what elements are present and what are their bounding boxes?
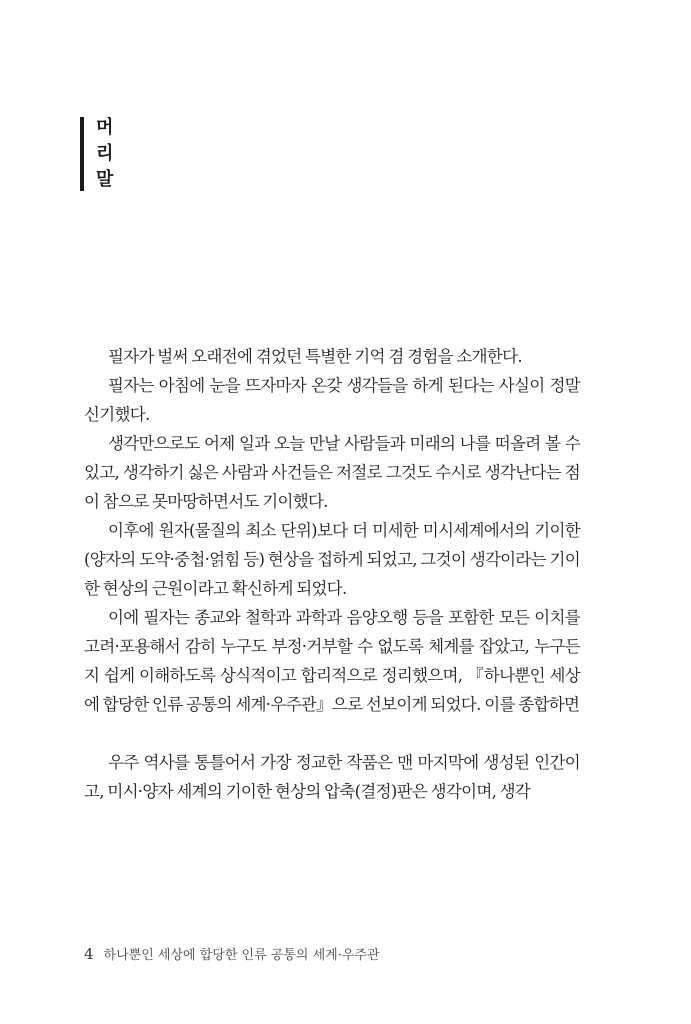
running-title: 하나뿐인 세상에 합당한 인류 공통의 세계·우주관 xyxy=(103,948,380,963)
chapter-heading-char: 머 xyxy=(96,117,114,138)
paragraph: 필자는 아침에 눈을 뜨자마자 온갖 생각들을 하게 된다는 사실이 정말 신기했다. xyxy=(84,376,580,424)
page-number: 4 xyxy=(84,945,94,963)
chapter-heading-char: 말 xyxy=(96,169,114,190)
page-footer xyxy=(84,944,380,963)
paragraph: 이후에 원자(물질의 최소 단위)보다 더 미세한 미시세계에서의 기이한(양자의 도약·중첩·얽힘 등) 현상을 접하게 되었고, 그것이 생각이라는 기이한 현상의 근원이라고 확신하게 되었다. xyxy=(84,521,580,598)
body-text xyxy=(84,342,580,806)
paragraph: 생각만으로도 어제 일과 오늘 만날 사람들과 미래의 나를 떠올려 볼 수 있고, 생각하기 싫은 사람과 사건들은 저절로 그것도 수시로 생각난다는 점이 참으로 못마땅하면서도 기이했다. xyxy=(84,434,580,511)
chapter-heading-char: 리 xyxy=(96,143,114,164)
paragraph: 이에 필자는 종교와 철학과 과학과 음양오행 등을 포함한 모든 이치를 고려·포용해서 감히 누구도 부정·거부할 수 없도록 체계를 잡았고, 누구든지 쉽게 이해하도록 상식적이고 합리적으로 정리했으며, 『하나뿐인 세상에 합당한 인류 공통의 세계·우주관』으로 선보이게 되었다. 이를 종합하면 xyxy=(84,608,580,714)
paragraph: 우주 역사를 통틀어서 가장 정교한 작품은 맨 마지막에 생성된 인간이고, 미시·양자 세계의 기이한 현상의 압축(결정)판은 생각이며, 생각 xyxy=(84,753,580,801)
paragraph: 필자가 벌써 오래전에 겪었던 특별한 기억 겸 경험을 소개한다. xyxy=(108,347,522,366)
chapter-heading xyxy=(80,117,136,191)
